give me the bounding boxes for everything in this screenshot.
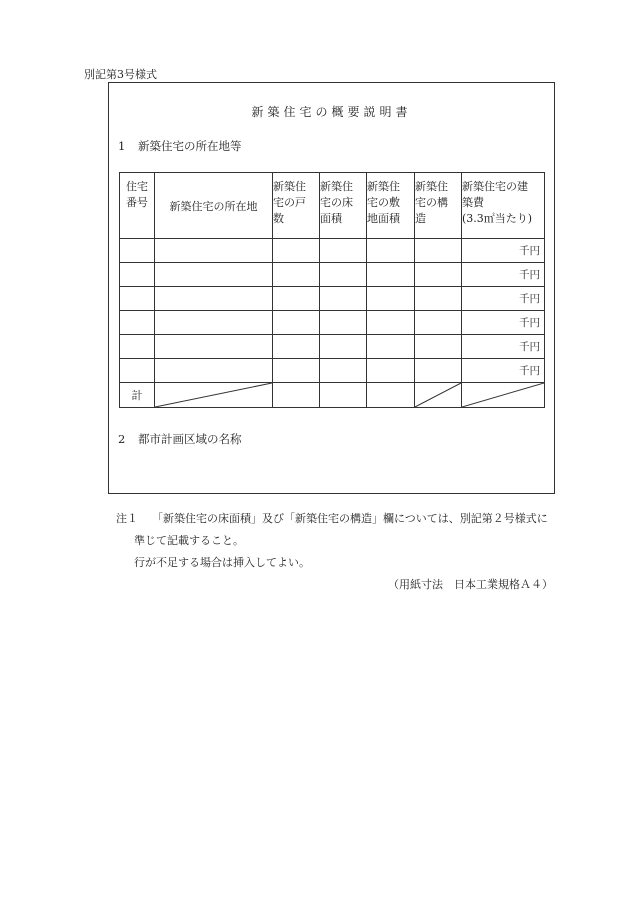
section-2-number: 2	[118, 432, 126, 446]
cell-site-area[interactable]	[367, 263, 415, 287]
cell-structure[interactable]	[415, 263, 462, 287]
cell-house-number[interactable]	[120, 335, 155, 359]
total-site-area[interactable]	[367, 383, 415, 408]
cell-units[interactable]	[273, 263, 320, 287]
note-line-3: 行が不足する場合は挿入してよい。	[134, 556, 310, 569]
housing-table	[119, 172, 545, 408]
form-number: 別記第3号様式	[84, 68, 157, 81]
total-units[interactable]	[273, 383, 320, 408]
cell-house-number[interactable]	[120, 263, 155, 287]
cell-floor-area[interactable]	[320, 287, 367, 311]
cell-location[interactable]	[155, 239, 273, 263]
table-row	[120, 311, 545, 335]
cell-house-number[interactable]	[120, 311, 155, 335]
document-title: 新築住宅の概要説明書	[251, 105, 412, 119]
table-row	[120, 335, 545, 359]
cell-site-area[interactable]	[367, 359, 415, 383]
cell-house-number[interactable]	[120, 287, 155, 311]
cell-site-area[interactable]	[367, 311, 415, 335]
note-line-1: 「新築住宅の床面積」及び「新築住宅の構造」欄については、別記第２号様式に	[152, 512, 548, 525]
header-house-number: 住宅 番号	[120, 173, 155, 239]
notes	[116, 508, 548, 574]
cell-location[interactable]	[155, 311, 273, 335]
section-2-heading	[118, 431, 242, 447]
cell-structure[interactable]	[415, 239, 462, 263]
cell-site-area[interactable]	[367, 335, 415, 359]
header-units: 新築住 宅の戸 数	[273, 173, 320, 239]
cell-house-number[interactable]	[120, 239, 155, 263]
table-row	[120, 239, 545, 263]
cell-units[interactable]	[273, 311, 320, 335]
cell-cost[interactable]: 千円	[462, 263, 545, 287]
cell-structure[interactable]	[415, 311, 462, 335]
paper-size-note: （用紙寸法 日本工業規格Ａ４）	[388, 578, 553, 591]
table-total-row	[120, 383, 545, 408]
cell-site-area[interactable]	[367, 239, 415, 263]
cell-cost[interactable]: 千円	[462, 311, 545, 335]
cell-units[interactable]	[273, 335, 320, 359]
section-1-title: 新築住宅の所在地等	[138, 139, 242, 153]
cell-location[interactable]	[155, 335, 273, 359]
cell-structure[interactable]	[415, 287, 462, 311]
cell-units[interactable]	[273, 239, 320, 263]
header-floor-area: 新築住 宅の床 面積	[320, 173, 367, 239]
cell-units[interactable]	[273, 287, 320, 311]
notes-label: 注１	[116, 512, 138, 525]
cell-cost[interactable]: 千円	[462, 359, 545, 383]
cell-units[interactable]	[273, 359, 320, 383]
total-location-diagonal	[155, 383, 273, 408]
cell-floor-area[interactable]	[320, 239, 367, 263]
total-structure-diagonal	[415, 383, 462, 408]
cell-location[interactable]	[155, 359, 273, 383]
note-line-2: 準じて記載すること。	[134, 534, 244, 547]
cell-house-number[interactable]	[120, 359, 155, 383]
form-frame	[108, 82, 555, 494]
cell-site-area[interactable]	[367, 287, 415, 311]
cell-cost[interactable]: 千円	[462, 239, 545, 263]
section-2-title: 都市計画区域の名称	[138, 432, 242, 446]
cell-structure[interactable]	[415, 359, 462, 383]
cell-cost[interactable]: 千円	[462, 287, 545, 311]
cell-location[interactable]	[155, 287, 273, 311]
table-row	[120, 359, 545, 383]
header-site-area: 新築住 宅の敷 地面積	[367, 173, 415, 239]
header-location: 新築住宅の所在地	[155, 173, 273, 239]
total-cost-diagonal	[462, 383, 545, 408]
cell-cost[interactable]: 千円	[462, 335, 545, 359]
table-row	[120, 263, 545, 287]
cell-floor-area[interactable]	[320, 335, 367, 359]
cell-structure[interactable]	[415, 335, 462, 359]
section-1-heading	[118, 138, 242, 154]
header-construction-cost: 新築住宅の建 築費 (3.3㎡当たり)	[462, 173, 545, 239]
section-1-number: 1	[118, 139, 126, 153]
cell-floor-area[interactable]	[320, 359, 367, 383]
total-floor-area[interactable]	[320, 383, 367, 408]
header-structure: 新築住 宅の構 造	[415, 173, 462, 239]
table-row	[120, 287, 545, 311]
cell-floor-area[interactable]	[320, 311, 367, 335]
total-label: 計	[120, 383, 155, 408]
cell-location[interactable]	[155, 263, 273, 287]
table-header-row	[120, 173, 545, 239]
cell-floor-area[interactable]	[320, 263, 367, 287]
